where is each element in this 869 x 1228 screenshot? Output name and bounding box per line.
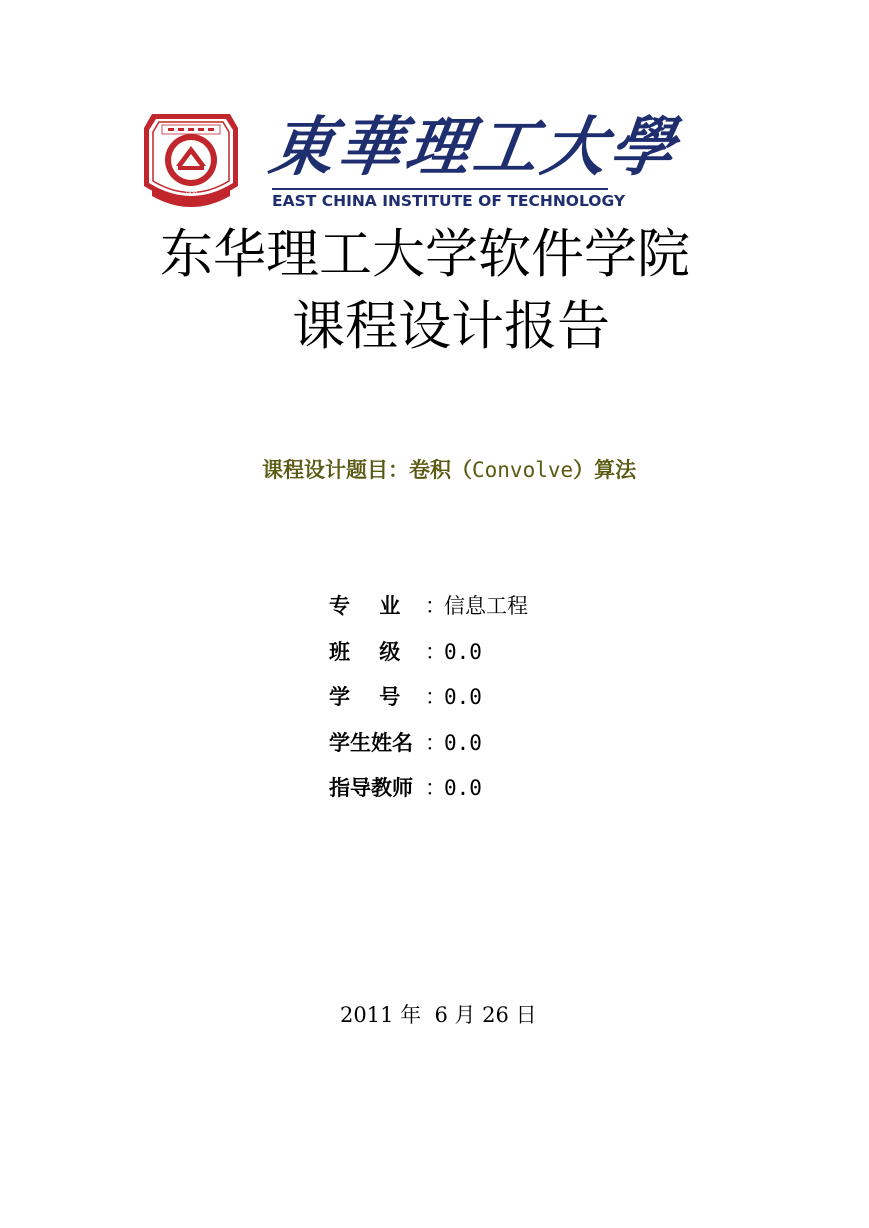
class-value: 0.0 <box>444 639 482 664</box>
info-row-student-name <box>329 727 528 773</box>
advisor-value: 0.0 <box>444 776 482 800</box>
seal-year: 1956 <box>184 190 198 196</box>
student-id-label: 学 号 <box>329 685 401 709</box>
wordmark-chinese: 東華理工大學 <box>264 110 684 185</box>
topic-english: Convolve <box>472 458 574 482</box>
major-value: 信息工程 <box>444 594 528 618</box>
university-wordmark <box>264 110 684 218</box>
info-row-advisor <box>329 772 528 818</box>
colon: ： <box>425 776 446 800</box>
university-logo <box>138 108 684 218</box>
student-name-label: 学生姓名 <box>329 730 413 755</box>
report-title-line1: 东华理工大学软件学院 <box>160 224 690 285</box>
colon: ： <box>425 594 446 618</box>
report-date: 2011 年 6 月 26 日 <box>340 1003 537 1027</box>
university-seal-icon <box>138 108 244 214</box>
topic-suffix: ）算法 <box>573 458 637 482</box>
wordmark-divider <box>272 188 608 190</box>
info-row-class <box>329 636 528 682</box>
report-title-line2: 课程设计报告 <box>292 296 610 357</box>
wordmark-english: EAST CHINA INSTITUTE OF TECHNOLOGY <box>272 192 626 210</box>
advisor-label: 指导教师 <box>329 776 413 800</box>
topic-label: 课程设计题目：卷积（ <box>262 458 472 482</box>
colon: ： <box>425 639 446 664</box>
info-row-student-id <box>329 681 528 727</box>
class-label: 班 级 <box>329 639 401 664</box>
colon: ： <box>425 730 446 755</box>
course-topic <box>262 455 636 485</box>
student-id-value: 0.0 <box>444 685 482 709</box>
student-name-value: 0.0 <box>444 730 482 755</box>
student-info <box>329 590 528 818</box>
major-label: 专 业 <box>329 594 401 618</box>
info-row-major <box>329 590 528 636</box>
colon: ： <box>425 685 446 709</box>
